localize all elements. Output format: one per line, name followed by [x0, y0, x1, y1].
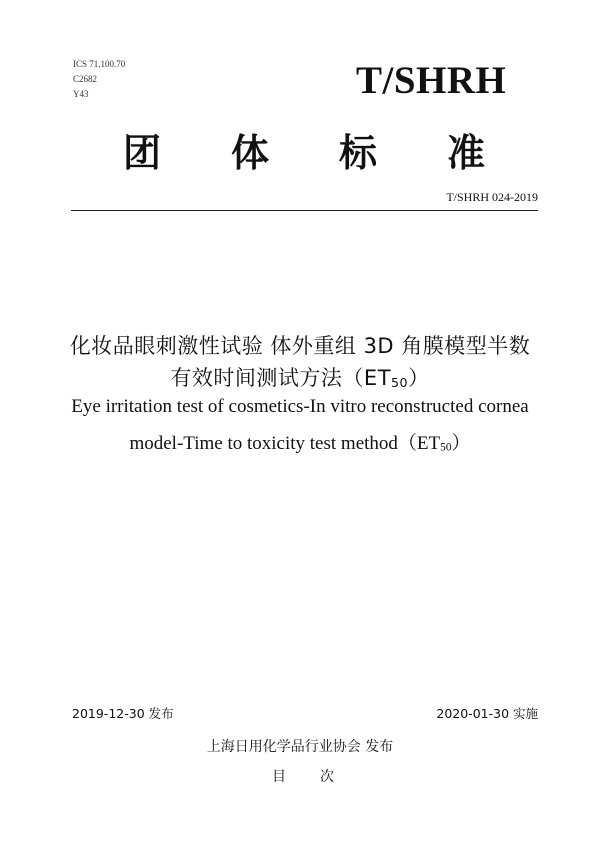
title-cn-line-2-main: 有效时间测试方法（ET — [170, 366, 392, 390]
title-en-line-2-end: ） — [451, 433, 471, 454]
implementation-date: 2020-01-30 实施 — [436, 706, 538, 721]
standard-type-char-3: 标 — [339, 131, 378, 175]
standard-type-char-1: 团 — [123, 131, 162, 175]
issue-date: 2019-12-30 发布 — [72, 706, 174, 721]
publisher: 上海日用化学品行业协会 发布 — [206, 739, 394, 755]
title-en-line-2-main: model-Time to toxicity test method（ET — [129, 433, 441, 454]
standard-number: T/SHRH 024-2019 — [446, 190, 538, 204]
header-divider — [71, 210, 538, 211]
standard-type-char-2: 体 — [231, 131, 270, 175]
title-cn-line-2 — [0, 362, 600, 392]
title-cn-line-2-end: ） — [408, 366, 430, 390]
standard-type-char-4: 准 — [447, 131, 486, 175]
classification-code: Y43 — [73, 89, 89, 99]
toc-heading-char-1: 目 — [272, 769, 286, 785]
ccs-code: C2682 — [73, 74, 98, 84]
title-en-line-1: Eye irritation test of cosmetics-In vitro reconstructed cornea — [71, 396, 529, 417]
title-en-subscript: 50 — [440, 441, 452, 454]
title-en-line-2 — [0, 428, 600, 455]
ics-code: ICS 71.100.70 — [73, 59, 126, 69]
title-cn-line-1: 化妆品眼刺激性试验 体外重组 3D 角膜模型半数 — [69, 334, 531, 358]
standard-code-logo: T/SHRH — [356, 59, 507, 102]
toc-heading-char-2: 次 — [320, 769, 334, 785]
title-cn-subscript: 50 — [391, 374, 409, 390]
